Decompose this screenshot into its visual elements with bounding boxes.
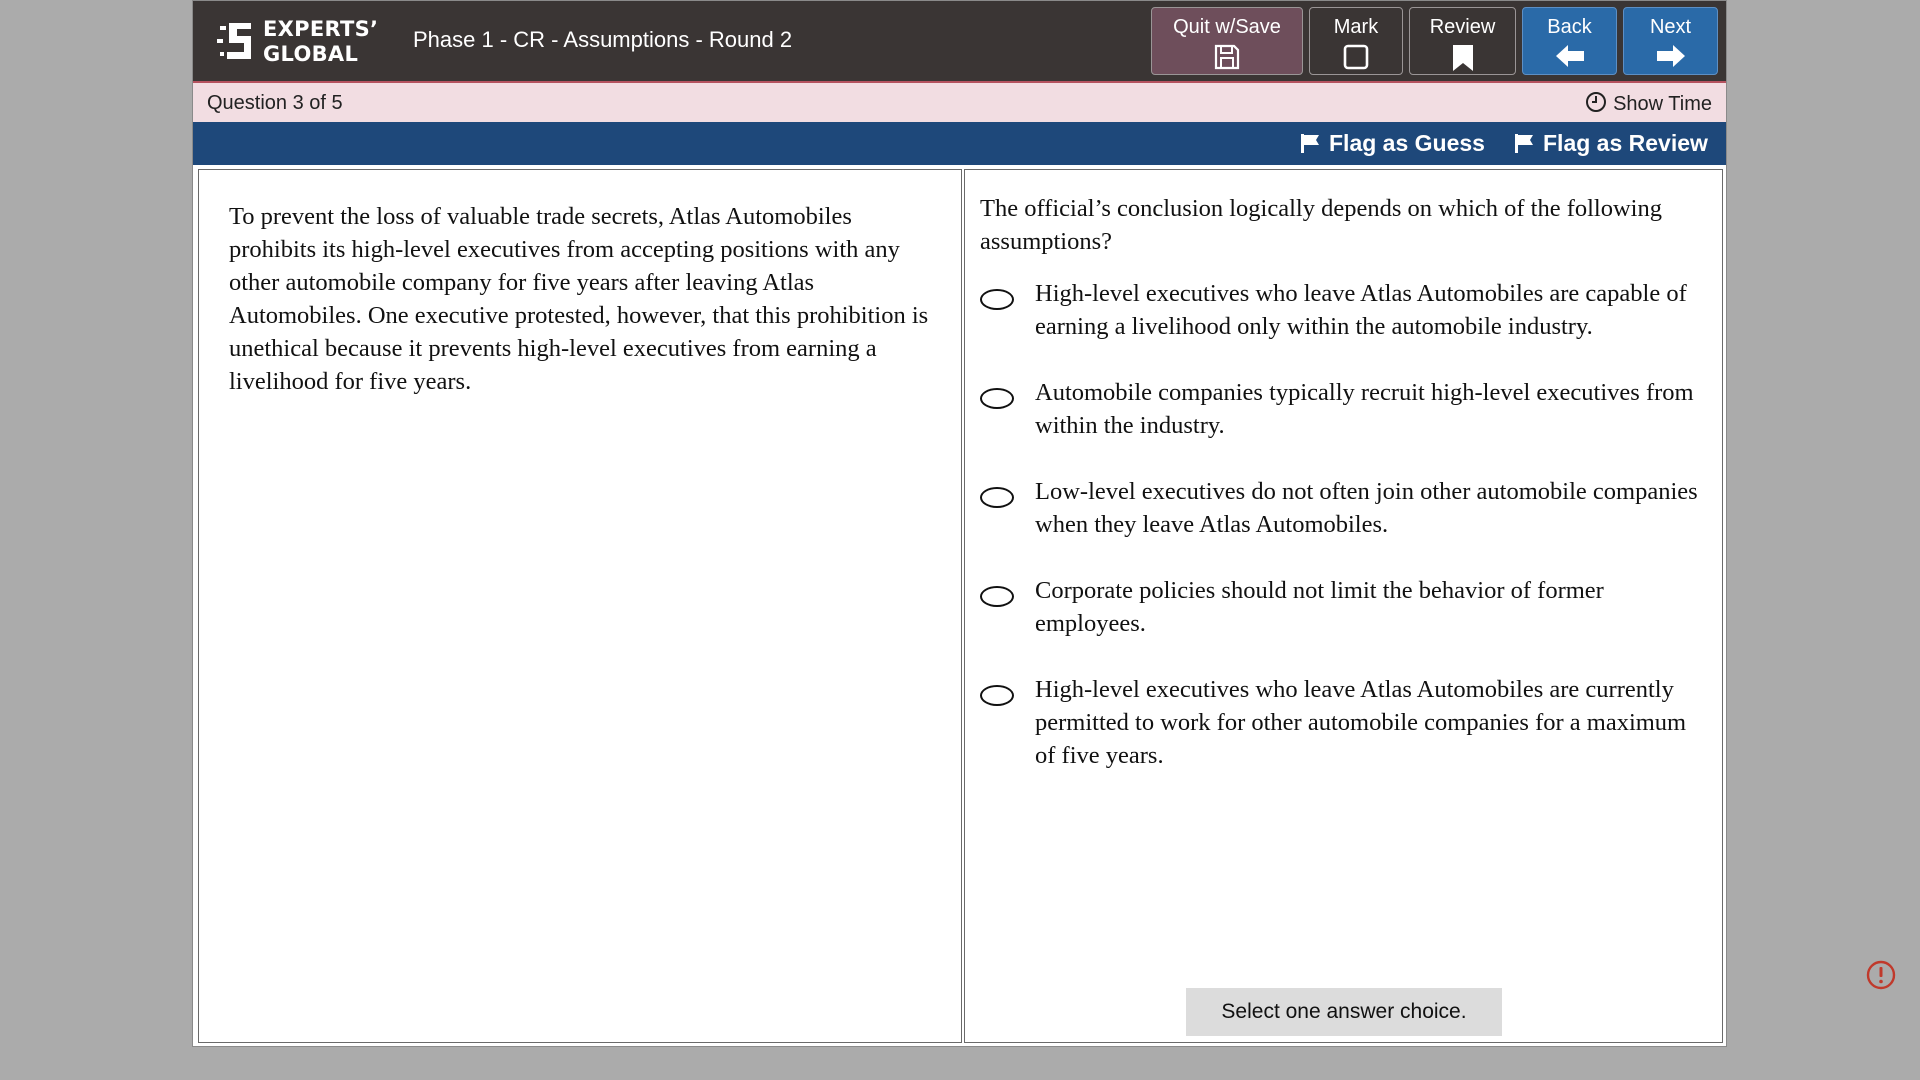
answer-choice-text: Automobile companies typically recruit high-level executives from within the industry. — [1035, 379, 1694, 439]
checkbox-icon — [1342, 43, 1370, 71]
radio-button[interactable] — [980, 685, 1014, 706]
mark-button[interactable] — [1309, 7, 1403, 75]
top-bar — [193, 1, 1726, 83]
test-window — [192, 0, 1727, 1047]
bookmark-icon — [1449, 43, 1477, 73]
quit-save-label: Quit w/Save — [1173, 16, 1281, 38]
back-button[interactable] — [1522, 7, 1617, 75]
answer-choice-text: Low-level executives do not often join other automobile companies when they leave Atlas Automobiles. — [1035, 478, 1698, 538]
radio-button[interactable] — [980, 289, 1014, 310]
question-pane — [964, 169, 1723, 1043]
status-bar — [193, 83, 1726, 122]
radio-button[interactable] — [980, 388, 1014, 409]
mark-label: Mark — [1333, 16, 1379, 38]
review-button[interactable] — [1409, 7, 1516, 75]
radio-button[interactable] — [980, 586, 1014, 607]
next-label: Next — [1649, 16, 1692, 38]
passage-text: To prevent the loss of valuable trade secrets, Atlas Automobiles prohibits its high-level executives from accepting positions with any other automobile company for five years after leaving Atlas Automobiles. One executive protested, however, that this prohibition is unethical because it prevents high-level executives from earning a livelihood for five years. — [229, 203, 929, 395]
answer-choice-text: High-level executives who leave Atlas Automobiles are capable of earning a livelihood only within the automobile industry. — [1035, 280, 1687, 340]
arrow-right-icon — [1655, 43, 1687, 69]
logo-mark-icon — [217, 19, 257, 63]
flag-icon — [1299, 132, 1321, 154]
logo-text — [263, 17, 378, 67]
logo — [217, 17, 379, 67]
question-counter: Question 3 of 5 — [207, 92, 343, 114]
save-icon — [1213, 43, 1241, 71]
flag-as-review-label: Flag as Review — [1543, 130, 1708, 156]
flag-as-review-button[interactable] — [1513, 129, 1708, 157]
review-label: Review — [1429, 16, 1496, 38]
answer-choice-text: High-level executives who leave Atlas Automobiles are currently permitted to work for other automobile companies for a maximum of five years. — [1035, 676, 1687, 769]
radio-button[interactable] — [980, 487, 1014, 508]
flag-bar — [193, 122, 1726, 165]
passage-pane — [198, 169, 962, 1043]
logo-line-1: EXPERTS’ — [263, 17, 379, 41]
arrow-left-icon — [1554, 43, 1586, 69]
show-time-button[interactable] — [1585, 91, 1712, 116]
flag-as-guess-button[interactable] — [1299, 129, 1485, 157]
quit-save-button[interactable] — [1151, 7, 1303, 75]
answer-choice-text: Corporate policies should not limit the behavior of former employees. — [1035, 577, 1604, 637]
instruction-label: Select one answer choice. — [1186, 988, 1502, 1036]
flag-as-guess-label: Flag as Guess — [1329, 130, 1485, 156]
back-label: Back — [1547, 16, 1592, 38]
alert-icon[interactable] — [1866, 960, 1896, 990]
test-title: Phase 1 - CR - Assumptions - Round 2 — [413, 27, 793, 52]
logo-line-2: GLOBAL — [263, 42, 359, 66]
show-time-label: Show Time — [1613, 93, 1712, 115]
next-button[interactable] — [1623, 7, 1718, 75]
question-stem: The official’s conclusion logically depends on which of the following assumptions? — [980, 195, 1662, 255]
clock-icon — [1585, 91, 1607, 113]
flag-icon — [1513, 132, 1535, 154]
